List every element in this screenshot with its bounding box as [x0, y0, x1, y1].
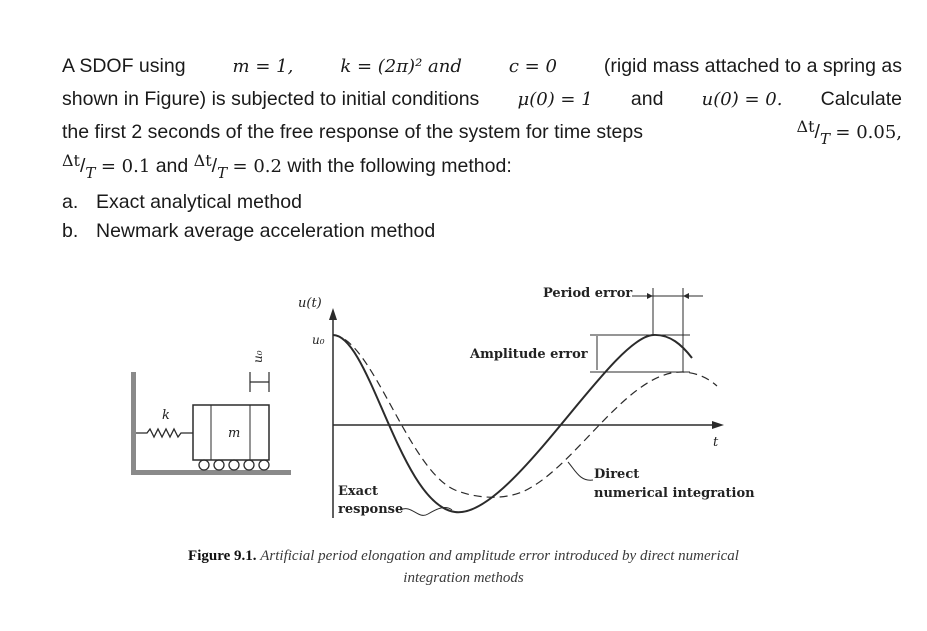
option-text: Newmark average acceleration method	[96, 220, 436, 242]
caption-line-1	[0, 545, 927, 567]
y-axis-arrow	[329, 308, 337, 320]
math-value: = 0.1	[100, 156, 151, 177]
response-plot	[298, 286, 755, 518]
math-T: T	[217, 164, 228, 182]
caption-text: integration methods	[403, 570, 524, 586]
figure-caption	[0, 545, 927, 589]
period-error-label: Period error	[543, 286, 633, 301]
wall	[131, 372, 136, 472]
caption-figure-number: Figure 9.1.	[188, 548, 257, 564]
exact-label: Exact	[338, 484, 379, 499]
math-timestep-1: $\Delta t/_T = 0.05$,	[797, 116, 902, 150]
spring	[136, 429, 193, 437]
direct-label: Direct	[594, 467, 640, 482]
option-key: b.	[62, 220, 79, 242]
wheel	[229, 460, 239, 470]
numerical-integration-label: numerical integration	[594, 486, 755, 501]
amplitude-error-label: Amplitude error	[470, 347, 588, 362]
text-span: with the following method:	[287, 155, 512, 177]
text-span: Calculate	[820, 88, 902, 110]
text-span: and	[155, 155, 189, 177]
wheel	[244, 460, 254, 470]
math-value: = 0.05,	[835, 122, 902, 143]
t-label: t	[713, 435, 719, 450]
option-key: a.	[62, 191, 79, 213]
text-span: the first 2 seconds of the free response of the system for time steps	[62, 121, 643, 143]
sdof-sketch	[131, 350, 291, 475]
spring-label: k	[162, 408, 170, 423]
math-mass: m = 1,	[232, 56, 294, 77]
math-damping: c = 0	[508, 56, 557, 77]
floor	[131, 470, 291, 475]
y-axis-label: u(t)	[298, 296, 322, 311]
problem-line-4: $\Delta t/_T = 0.1$ and $\Delta t/_T = 0.2$ with the following method:	[62, 150, 902, 184]
math-T: T	[819, 130, 830, 148]
text-span: (rigid mass attached to a spring as	[603, 55, 902, 77]
direct-leader	[568, 462, 593, 480]
math-stiffness: k = (2π)² and	[340, 56, 462, 77]
disp-label: u₀	[251, 350, 265, 363]
period-arrowhead	[647, 293, 653, 299]
math-dt: Δt	[193, 151, 212, 170]
text-span: and	[630, 88, 664, 110]
math-dt: Δt	[62, 151, 80, 170]
y0-label: u₀	[312, 333, 325, 347]
math-initial-displacement: μ(0) = 1	[517, 89, 593, 110]
caption-line-2	[0, 567, 927, 589]
math-value: = 0.2	[232, 156, 282, 177]
wheel	[214, 460, 224, 470]
response-label: response	[338, 502, 404, 517]
mass-label: m	[228, 426, 241, 441]
math-dt: Δt	[796, 117, 815, 136]
t-axis-arrow	[712, 421, 724, 429]
math-initial-velocity: u(0)̇ = 0.	[701, 89, 783, 110]
text-span: shown in Figure) is subjected to initial conditions	[62, 88, 480, 110]
wheel	[199, 460, 209, 470]
math-T: T	[85, 164, 96, 182]
text-span: A SDOF using	[62, 55, 186, 77]
caption-text: Artificial period elongation and amplitude error introduced by direct numerical	[260, 548, 739, 564]
wheel	[259, 460, 269, 470]
option-text: Exact analytical method	[96, 191, 302, 213]
period-arrowhead	[683, 293, 689, 299]
